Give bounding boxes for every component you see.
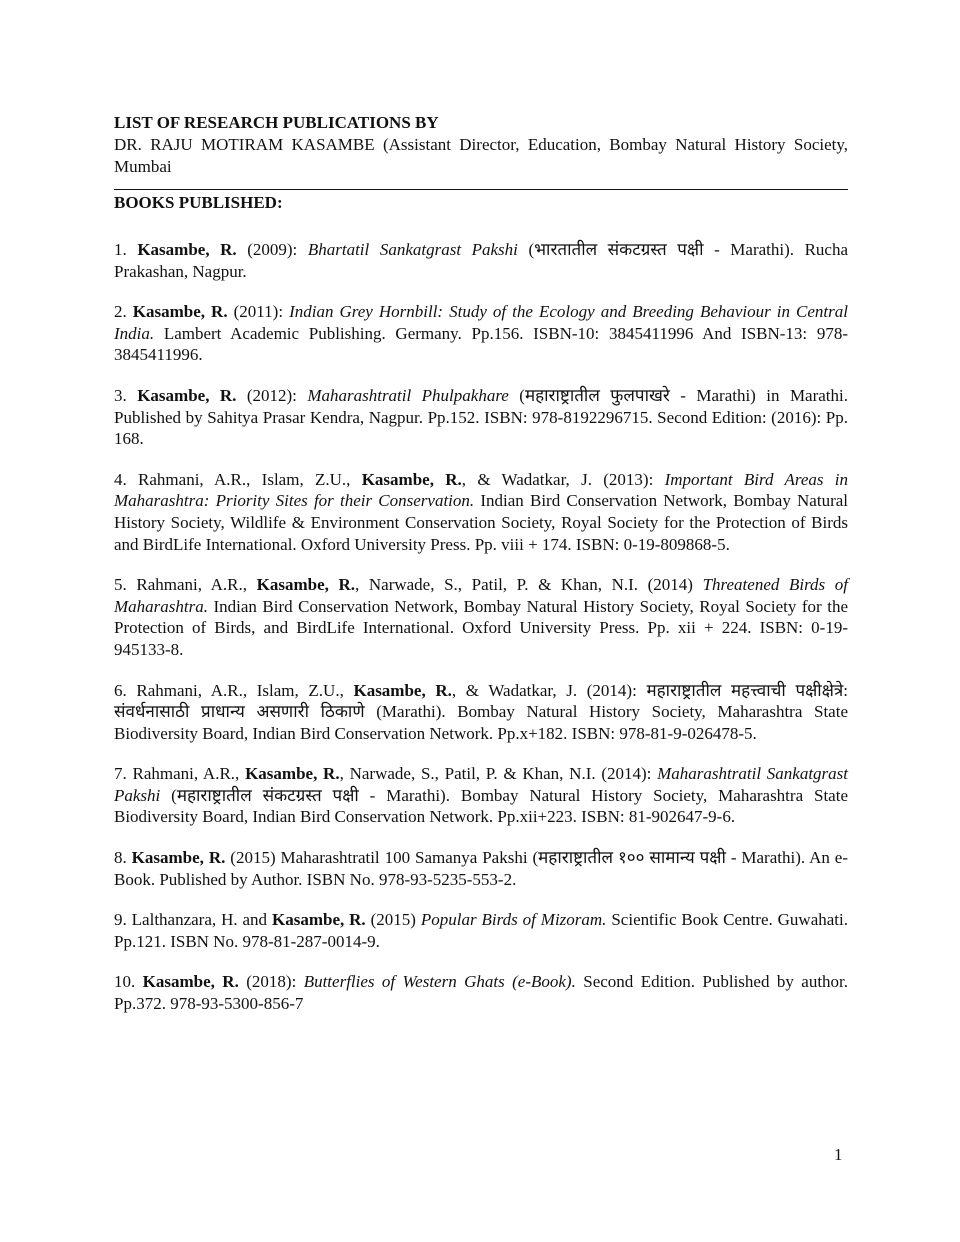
entry-number: 2. (114, 302, 127, 322)
entry-author-year: , Narwade, S., Patil, P. & Khan, N.I. (2014): (339, 764, 658, 784)
entry-title: Butterflies of Western Ghats (e-Book). (303, 972, 576, 992)
entry-coauthors: Rahmani, A.R., (136, 575, 257, 595)
publication-entry (114, 574, 848, 660)
entry-author-year: (2018): (238, 972, 304, 992)
entry-title: Threatened Birds of Maharashtra. (114, 575, 849, 616)
entry-highlighted-author: Kasambe, R. (142, 972, 239, 992)
entry-title: Maharashtratil Sankatgrast Pakshi (114, 764, 849, 805)
section-heading: BOOKS PUBLISHED: (114, 193, 283, 212)
entry-number: 5. (114, 575, 127, 595)
entry-highlighted-author: Kasambe, R. (353, 680, 452, 700)
publication-entry (114, 680, 848, 745)
entry-title: Maharashtratil Phulpakhare (307, 385, 509, 405)
entry-author-year: , Narwade, S., Patil, P. & Khan, N.I. (2014) (355, 575, 703, 595)
entry-details: Lambert Academic Publishing. Germany. Pp.156. ISBN-10: 3845411996 And ISBN-13: 978-3845411996. (114, 323, 848, 365)
entry-coauthors: Lalthanzara, H. and (131, 910, 272, 930)
author-line: DR. RAJU MOTIRAM KASAMBE (Assistant Director, Education, Bombay Natural History Society, Mumbai (114, 135, 848, 176)
entry-details: (महाराष्ट्रातील संकटग्रस्त पक्षी - Marathi). Bombay Natural History Society, Maharashtra State Biodiversity Board, Indian Bird Conservation Network. Pp.xii+223. ISBN: 81-902647-9-6. (114, 785, 848, 827)
publication-entry (114, 301, 848, 366)
document-page (114, 112, 848, 1015)
entry-author-year: (2015) (365, 910, 421, 930)
entry-author-year: , & Wadatkar, J. (2014): (451, 680, 647, 700)
publication-entry (114, 909, 848, 952)
entry-highlighted-author: Kasambe, R. (361, 469, 462, 489)
publication-entry (114, 847, 848, 890)
entry-number: 7. (114, 764, 127, 784)
entry-coauthors: Rahmani, A.R., Islam, Z.U., (138, 469, 362, 489)
entry-details: महाराष्ट्रातील महत्त्वाची पक्षीक्षेत्रे: संवर्धनासाठी प्राधान्य असणारी ठिकाणे (Marathi). Bombay Natural History Society, Maharashtra State Biodiversity Board, Indian Bird Conservation Network. Pp.x+182. ISBN: 978-81-9-026478-5. (114, 680, 849, 743)
entry-number: 9. (114, 910, 127, 930)
entry-highlighted-author: Kasambe, R. (137, 385, 237, 405)
entry-title: Popular Birds of Mizoram. (420, 910, 607, 930)
entry-details: (महाराष्ट्रातील फुलपाखरे - Marathi) in Marathi. Published by Sahitya Prasar Kendra, Nagpur. Pp.152. ISBN: 978-8192296715. Second Edition: (2016): Pp. 168. (114, 385, 849, 449)
entry-details: Indian Bird Conservation Network, Bombay Natural History Society, Wildlife & Environment Conservation Society, Royal Society for the Protection of Birds and BirdLife International. Oxford University Press. Pp. viii + 174. ISBN: 0-19-809868-5. (114, 491, 848, 554)
entry-coauthors: Rahmani, A.R., Islam, Z.U., (136, 680, 354, 700)
entry-highlighted-author: Kasambe, R. (256, 575, 356, 595)
entry-details: Indian Bird Conservation Network, Bombay Natural History Society, Royal Society for the Protection of Birds, and BirdLife International. Oxford University Press. Pp. xii + 224. ISBN: 0-19-945133-8. (114, 596, 848, 659)
entry-title: Indian Grey Hornbill: Study of the Ecology and Breeding Behaviour in Central India. (114, 302, 848, 343)
document-title: LIST OF RESEARCH PUBLICATIONS BY (114, 113, 439, 132)
entry-number: 4. (114, 469, 127, 489)
entry-author-year: , & Wadatkar, J. (2013): (461, 469, 665, 489)
entry-details: Second Edition. Published by author. Pp.372. 978-93-5300-856-7 (114, 972, 849, 1014)
entry-highlighted-author: Kasambe, R. (131, 848, 226, 868)
publication-entry (114, 763, 848, 828)
publication-entry (114, 469, 848, 555)
publication-entry (114, 385, 848, 450)
entry-coauthors: Rahmani, A.R., (132, 764, 246, 784)
publication-list (114, 239, 848, 1015)
entry-author-year: (2011): (227, 302, 290, 322)
entry-author-year: (2015) (225, 848, 281, 868)
entry-highlighted-author: Kasambe, R. (132, 302, 228, 322)
entry-number: 6. (114, 680, 127, 700)
entry-title: Important Bird Areas in Maharashtra: Priority Sites for their Conservation. (114, 469, 849, 511)
entry-title: Bhartatil Sankatgrast Pakshi (307, 240, 518, 259)
publication-entry (114, 971, 848, 1014)
header-divider (114, 189, 848, 190)
entry-author-year: (2009): (236, 240, 308, 259)
entry-details: Scientific Book Centre. Guwahati. Pp.121. ISBN No. 978-81-287-0014-9. (114, 910, 848, 951)
page-number: 1 (834, 1145, 843, 1164)
entry-number: 1. (114, 240, 127, 259)
entry-author-year: (2012): (236, 385, 308, 405)
publication-entry (114, 239, 848, 282)
entry-number: 10. (114, 972, 136, 992)
entry-highlighted-author: Kasambe, R. (137, 240, 237, 259)
entry-highlighted-author: Kasambe, R. (271, 910, 366, 930)
entry-number: 8. (114, 848, 127, 868)
entry-details: (भारतातील संकटग्रस्त पक्षी - Marathi). Rucha Prakashan, Nagpur. (114, 240, 849, 281)
entry-number: 3. (114, 385, 127, 405)
entry-details: Maharashtratil 100 Samanya Pakshi (महाराष्ट्रातील १०० सामान्य पक्षी - Marathi). An e-Book. Published by Author. ISBN No. 978-93-5235-553-2. (114, 848, 848, 889)
entry-highlighted-author: Kasambe, R. (245, 764, 340, 784)
